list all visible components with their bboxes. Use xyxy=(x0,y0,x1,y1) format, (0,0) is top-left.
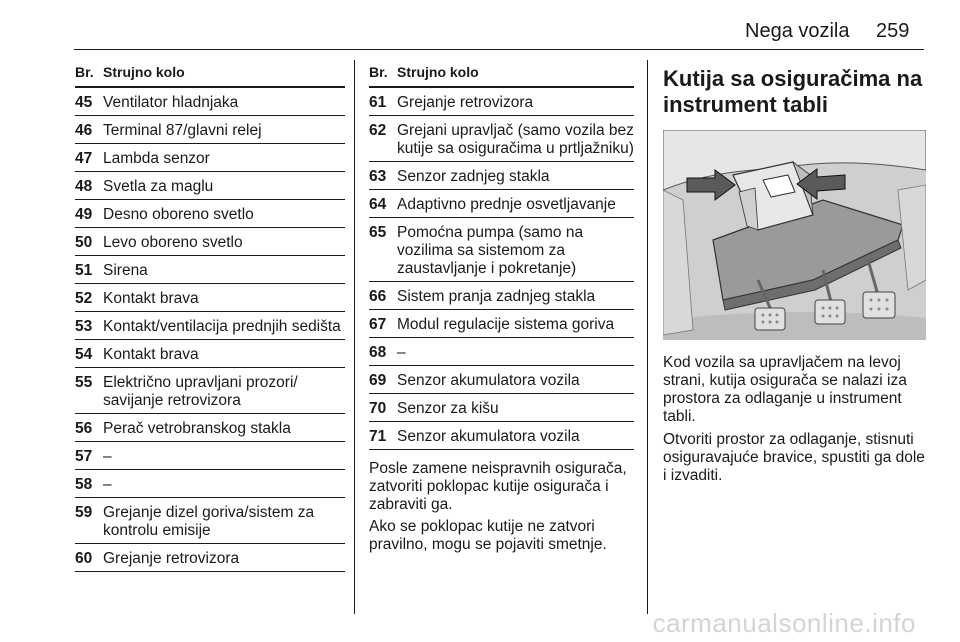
fuse-number: 70 xyxy=(369,400,387,417)
circuit-name: Grejani upravljač (samo vozila bez kutije sa osiguračima u prtljažniku) xyxy=(397,122,634,157)
table-row xyxy=(369,422,634,450)
fuse-number: 51 xyxy=(75,262,93,279)
table-row xyxy=(75,116,345,144)
circuit-name: Desno oboreno svetlo xyxy=(103,206,254,223)
circuit-name: Svetla za maglu xyxy=(103,178,214,195)
fuse-table-1 xyxy=(75,64,345,572)
circuit-name: Lambda senzor xyxy=(103,150,210,167)
circuit-name: Sistem pranja zadnjeg stakla xyxy=(397,288,596,305)
fuse-box-illustration xyxy=(663,130,926,340)
table-row xyxy=(75,172,345,200)
table-row xyxy=(75,88,345,116)
table-row xyxy=(75,144,345,172)
circuit-name: Senzor za kišu xyxy=(397,400,499,417)
circuit-name: Električno upravljani prozori/ savijanje retrovizora xyxy=(103,374,298,409)
fuse-number: 65 xyxy=(369,224,387,241)
circuit-name: – xyxy=(103,448,112,465)
table-row xyxy=(75,200,345,228)
page-number: 259 xyxy=(876,20,910,42)
fuse-number: 56 xyxy=(75,420,93,437)
table-row xyxy=(75,498,345,544)
circuit-name: Kontakt brava xyxy=(103,290,199,307)
watermark: carmanualsonline.info xyxy=(652,608,916,638)
fuse-number: 64 xyxy=(369,196,387,213)
fuse-number: 63 xyxy=(369,168,387,185)
fuse-number: 45 xyxy=(75,94,93,111)
table-row xyxy=(369,190,634,218)
section-title: Kutija sa osiguračima na instrument tabli xyxy=(663,66,923,117)
circuit-name: Ventilator hladnjaka xyxy=(103,94,239,111)
fuse-number: 54 xyxy=(75,346,93,363)
page-header-title: Nega vozila xyxy=(745,20,850,42)
circuit-name: Grejanje retrovizora xyxy=(397,94,534,111)
circuit-name: Senzor akumulatora vozila xyxy=(397,372,580,389)
fuse-number: 62 xyxy=(369,122,387,139)
fuse-number: 67 xyxy=(369,316,387,333)
table-row xyxy=(75,228,345,256)
table-row xyxy=(75,284,345,312)
circuit-name: Levo oboreno svetlo xyxy=(103,234,243,251)
table-row xyxy=(369,366,634,394)
fuse-number: 50 xyxy=(75,234,93,251)
circuit-name: Pomoćna pumpa (samo na vozilima sa sistemom za zaustavljanje i pokretanje) xyxy=(397,224,584,277)
circuit-name: Modul regulacije sistema goriva xyxy=(397,316,615,333)
fuse-number: 68 xyxy=(369,344,387,361)
table-row xyxy=(75,368,345,414)
column-divider xyxy=(647,60,648,614)
col-header-number: Br. xyxy=(75,64,94,80)
circuit-name: – xyxy=(397,344,406,361)
fuse-number: 69 xyxy=(369,372,387,389)
table-row xyxy=(369,282,634,310)
note-paragraph: Ako se poklopac kutije ne zatvori pravilno, mogu se pojaviti smetnje. xyxy=(369,518,607,553)
circuit-name: – xyxy=(103,476,112,493)
fuse-table-2 xyxy=(369,64,634,554)
fuse-number: 46 xyxy=(75,122,93,139)
circuit-name: Senzor zadnjeg stakla xyxy=(397,168,550,185)
fuse-number: 58 xyxy=(75,476,93,493)
fuse-number: 66 xyxy=(369,288,387,305)
fuse-number: 47 xyxy=(75,150,93,167)
circuit-name: Adaptivno prednje osvetljavanje xyxy=(397,196,616,213)
col-header-number: Br. xyxy=(369,64,388,80)
table-header xyxy=(369,64,634,88)
section-paragraph: Otvoriti prostor za odlaganje, stisnuti osiguravajuće bravice, spustiti ga dole i izvaditi. xyxy=(663,431,925,484)
circuit-name: Senzor akumulatora vozila xyxy=(397,428,580,445)
fuse-number: 49 xyxy=(75,206,93,223)
circuit-name: Perač vetrobranskog stakla xyxy=(103,420,291,437)
column-divider xyxy=(354,60,355,614)
fuse-number: 48 xyxy=(75,178,93,195)
table-row xyxy=(75,256,345,284)
circuit-name: Terminal 87/glavni relej xyxy=(103,122,262,139)
table-row xyxy=(75,312,345,340)
table-row xyxy=(75,340,345,368)
fuse-number: 55 xyxy=(75,374,93,391)
fuse-number: 60 xyxy=(75,550,93,567)
table-row xyxy=(369,162,634,190)
note-paragraph: Posle zamene neispravnih osigurača, zatvoriti poklopac kutije osigurača i zabraviti ga. xyxy=(369,460,627,513)
table-row xyxy=(369,338,634,366)
circuit-name: Grejanje retrovizora xyxy=(103,550,240,567)
table-row xyxy=(369,218,634,282)
fuse-number: 61 xyxy=(369,94,387,111)
fuse-number: 53 xyxy=(75,318,93,335)
section-fusebox xyxy=(663,66,928,485)
circuit-name: Kontakt/ventilacija prednjih sedišta xyxy=(103,318,341,335)
table-row xyxy=(75,470,345,498)
fuse-number: 59 xyxy=(75,504,93,521)
fuse-number: 52 xyxy=(75,290,93,307)
header-rule xyxy=(74,49,924,50)
table-row xyxy=(369,394,634,422)
col-header-circuit: Strujno kolo xyxy=(103,64,185,80)
fuse-number: 71 xyxy=(369,428,387,445)
table-row xyxy=(75,442,345,470)
table-row xyxy=(369,116,634,162)
col-header-circuit: Strujno kolo xyxy=(397,64,479,80)
table-row xyxy=(369,88,634,116)
circuit-name: Grejanje dizel goriva/sistem za kontrolu emisije xyxy=(103,504,315,539)
fuse-number: 57 xyxy=(75,448,93,465)
circuit-name: Sirena xyxy=(103,262,148,279)
circuit-name: Kontakt brava xyxy=(103,346,199,363)
table-row xyxy=(75,544,345,572)
table-header xyxy=(75,64,345,88)
table-row xyxy=(75,414,345,442)
section-paragraph: Kod vozila sa upravljačem na levoj strani, kutija osigurača se nalazi iza prostora za odlaganje u instrument tabli. xyxy=(663,354,907,425)
table-row xyxy=(369,310,634,338)
